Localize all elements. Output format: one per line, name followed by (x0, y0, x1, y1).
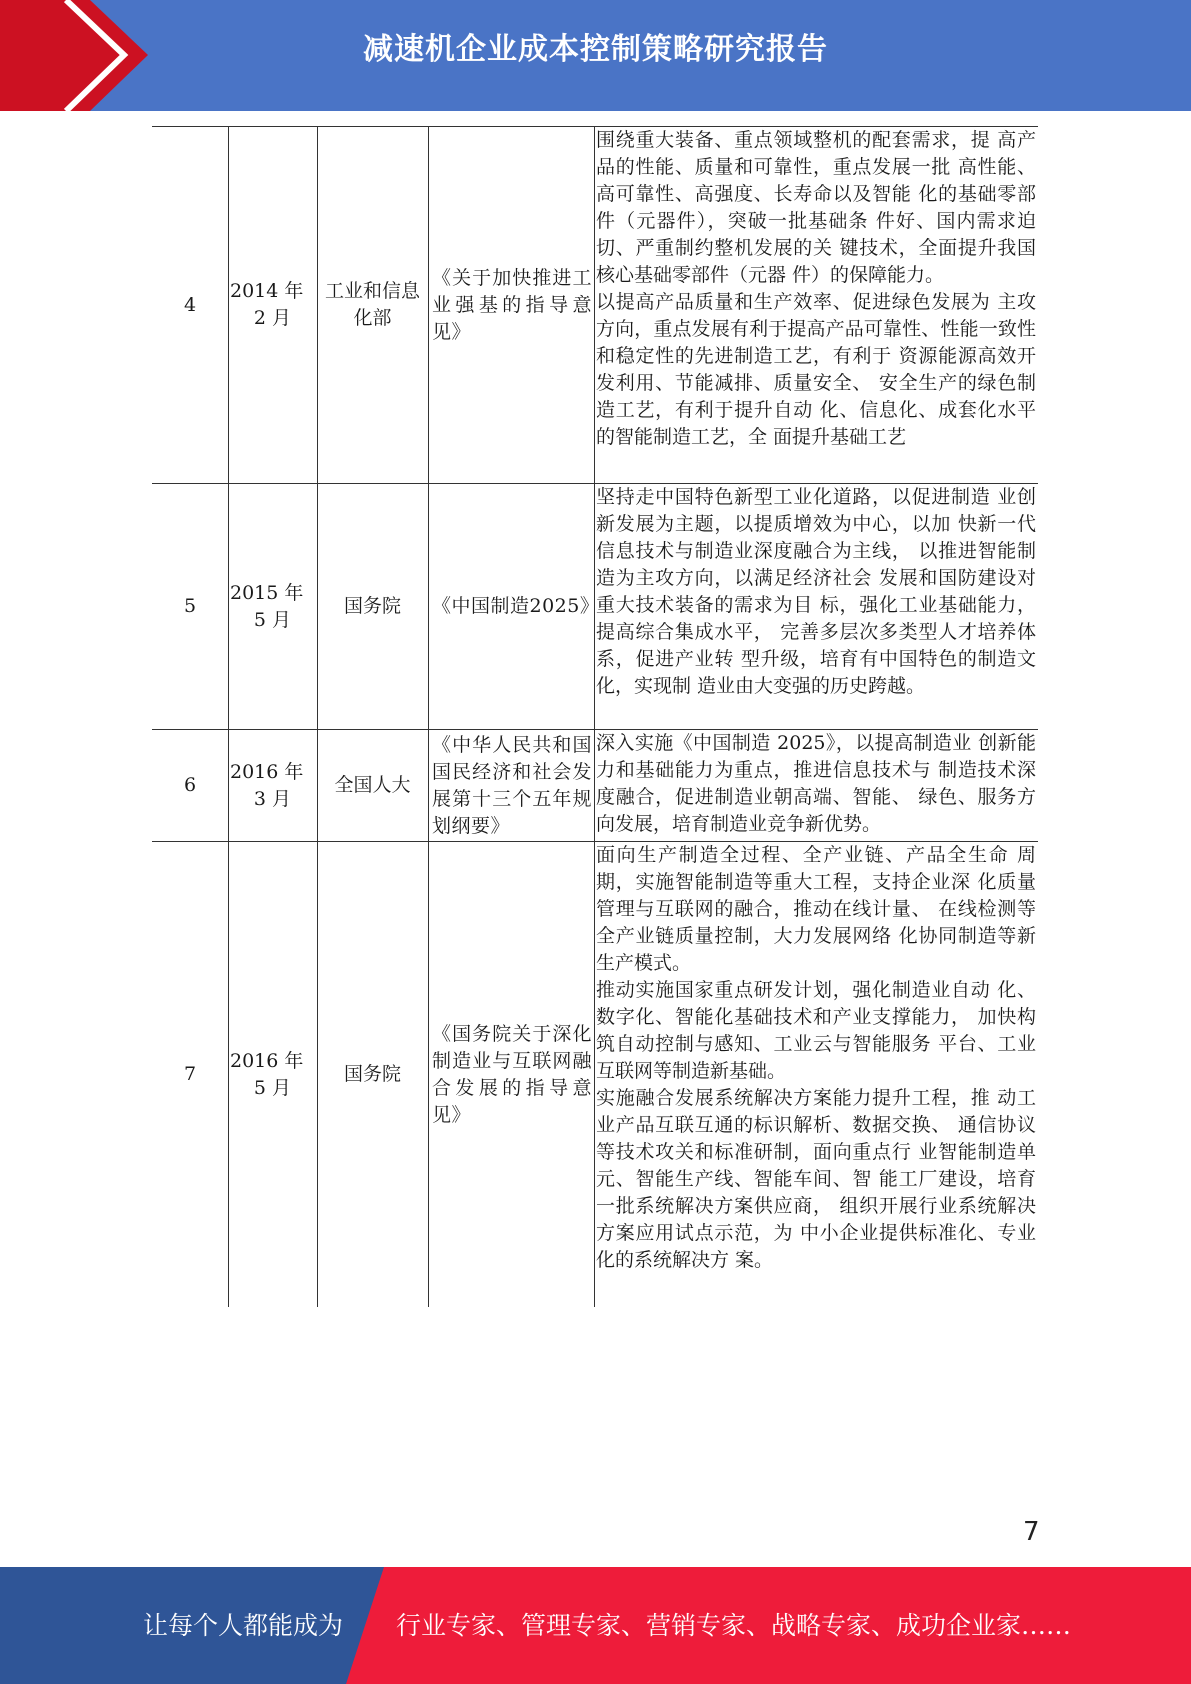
content-paragraph: 实施融合发展系统解决方案能力提升工程，推 动工业产品互联互通的标识解析、数据交换、 通信协议等技术攻关和标准研制，面向重点行 业智能制造单元、智能生产线、智能车间、智 能工厂建设，培育一批系统解决方案供应商， 组织开展行业系统解决方案应用试点示范，为 中小企业提供标准化、专业化的系统解决方 案。 (596, 1087, 1036, 1271)
row-document (428, 127, 594, 483)
policy-table (152, 126, 1038, 1307)
page-footer (0, 1567, 1191, 1684)
document-title-text: 《关于加快推进工业强基的指导意见》 (432, 266, 592, 343)
row-department: 全国人大 (334, 774, 411, 796)
row-year: 2016 年 (230, 1049, 304, 1072)
row-date (228, 842, 317, 1307)
row-index: 4 (183, 293, 197, 316)
row-content (594, 842, 1038, 1307)
row-content (594, 127, 1038, 483)
content-paragraph: 以提高产品质量和生产效率、促进绿色发展为 主攻方向，重点发展有利于提高产品可靠性、性能一致性和稳定性的先进制造工艺，有利于 资源能源高效开发利用、节能减排、质量安全、 安全生产的绿色制造工艺，有利于提升自动 化、信息化、成套化水平的智能制造工艺，全 面提升基础工艺 (596, 291, 1036, 448)
document-title-text: 《中国制造2025》 (432, 595, 600, 617)
content-paragraph: 围绕重大装备、重点领域整机的配套需求，提 高产品的性能、质量和可靠性，重点发展一批 高性能、高可靠性、高强度、长寿命以及智能 化的基础零部件（元器件），突破一批基础条 件好、国内需求迫切、严重制约整机发展的关 键技术，全面提升我国核心基础零部件（元器 件）的保障能力。 (596, 129, 1036, 286)
row-document (428, 842, 594, 1307)
footer-slogan-left: 让每个人都能成为 (143, 1611, 344, 1640)
document-title: 减速机企业成本控制策略研究报告 (363, 32, 828, 67)
content-paragraph: 深入实施《中国制造 2025》，以提高制造业 创新能力和基础能力为重点，推进信息技术与 制造技术深度融合，促进制造业朝高端、智能、 绿色、服务方向发展，培育制造业竞争新优势。 (596, 732, 1036, 835)
row-content (594, 484, 1038, 729)
row-month: 5 月 (253, 608, 292, 631)
row-date (228, 127, 317, 483)
content-paragraph: 坚持走中国特色新型工业化道路，以促进制造 业创新发展为主题，以提质增效为中心，以加 快新一代信息技术与制造业深度融合为主线， 以推进智能制造为主攻方向，以满足经济社会 发展和国防建设对重大技术装备的需求为目 标，强化工业基础能力，提高综合集成水平， 完善多层次多类型人才培养体系，促进产业转 型升级，培育有中国特色的制造文化，实现制 造业由大变强的历史跨越。 (596, 486, 1036, 697)
document-title-text: 《国务院关于深化制造业与互联网融合发展的指导意见》 (432, 1022, 592, 1126)
content-paragraph: 推动实施国家重点研发计划，强化制造业自动 化、数字化、智能化基础技术和产业支撑能力， 加快构筑自动控制与感知、工业云与智能服务 平台、工业互联网等制造新基础。 (596, 979, 1036, 1082)
table-row (152, 841, 1038, 1307)
row-document (428, 730, 594, 841)
row-index: 7 (183, 1063, 197, 1085)
row-year: 2014 年 (230, 280, 304, 302)
row-department: 国务院 (343, 595, 401, 617)
row-index: 5 (183, 595, 197, 617)
row-index: 6 (183, 774, 197, 796)
document-title-text: 《中华人民共和国国民经济和社会发展第十三个五年规划纲要》 (432, 733, 592, 837)
page-header (0, 0, 1191, 111)
row-year: 2016 年 (230, 760, 304, 783)
footer-slogan-right: 行业专家、管理专家、营销专家、战略专家、成功企业家…… (396, 1611, 1072, 1640)
content-paragraph: 面向生产制造全过程、全产业链、产品全生命 周期，实施智能制造等重大工程，支持企业深 化质量管理与互联网的融合，推动在线计量、 在线检测等全产业链质量控制，大力发展网络 化协同制造等新生产模式。 (596, 844, 1036, 974)
table-row (152, 126, 1038, 483)
row-year: 2015 年 (230, 581, 304, 604)
row-department: 工业和信息化部 (324, 280, 420, 329)
row-document (428, 484, 600, 729)
page-number: 7 (1023, 1517, 1040, 1547)
row-content (594, 730, 1038, 841)
row-month: 2 月 (253, 307, 292, 329)
row-date (228, 484, 317, 729)
row-department: 国务院 (343, 1063, 401, 1085)
row-month: 3 月 (253, 787, 292, 810)
table-row (152, 483, 1038, 729)
table-row (152, 729, 1038, 841)
row-month: 5 月 (253, 1076, 292, 1099)
row-date (228, 730, 317, 841)
